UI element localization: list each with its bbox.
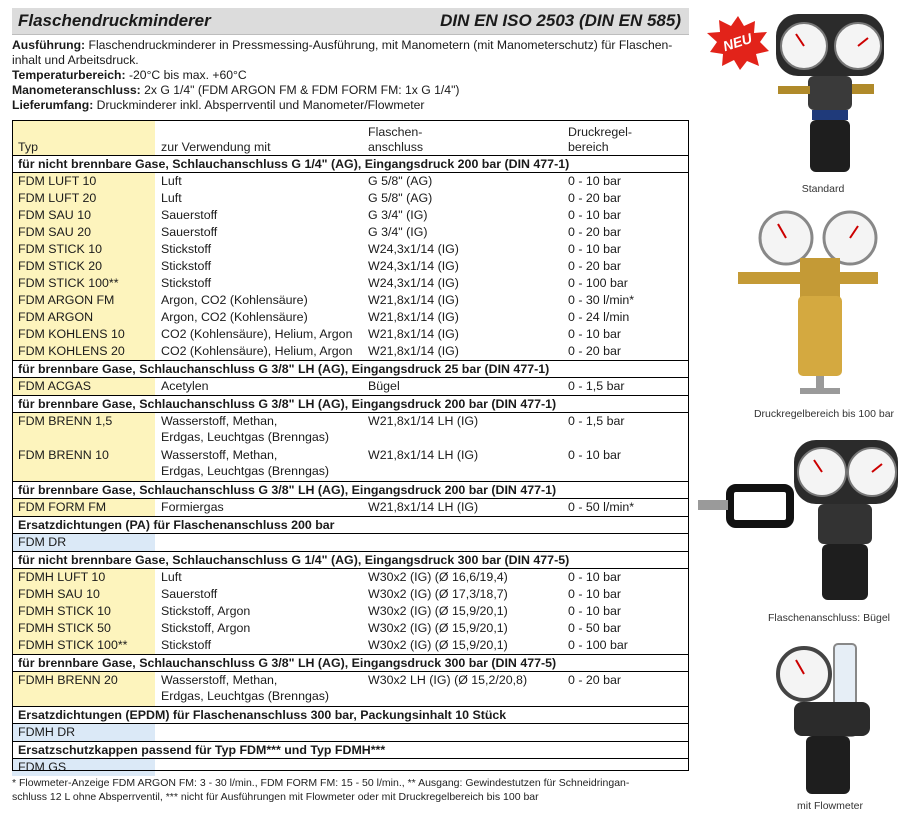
- cell-typ: FDMH STICK 10: [12, 603, 155, 620]
- cell-typ: FDMH STICK 50: [12, 620, 155, 637]
- cell-verwendung: Stickstoff: [161, 259, 212, 273]
- cell-verwendung: Sauerstoff: [161, 208, 218, 222]
- cell-bereich: 0 - 50 bar: [568, 621, 622, 635]
- cell-verwendung: Sauerstoff: [161, 587, 218, 601]
- cell-anschluss: W21,8x1/14 (IG): [368, 327, 459, 341]
- intro-ausfuehrung-2: inhalt und Arbeitsdruck.: [12, 53, 139, 67]
- table-row: [12, 309, 689, 326]
- title-bar: [12, 8, 689, 35]
- header-anschluss: Flaschen- anschluss: [368, 125, 424, 154]
- section-header-row: [12, 742, 689, 759]
- cell-anschluss: W21,8x1/14 (IG): [368, 293, 459, 307]
- cell-anschluss: W24,3x1/14 (IG): [368, 276, 459, 290]
- cell-anschluss: G 5/8" (AG): [368, 191, 433, 205]
- footnote-line-2: schluss 12 L ohne Absperrventil, *** nicht für Ausführungen mit Flowmeter oder mit Druckregelbereich bis 100 bar: [12, 791, 539, 803]
- cell-anschluss: [362, 724, 562, 742]
- cell-verwendung: Sauerstoff: [161, 225, 218, 239]
- norm-title: DIN EN ISO 2503 (DIN EN 585): [440, 11, 681, 30]
- table-row: [12, 343, 689, 361]
- caption-buegel: Flaschenanschluss: Bügel: [768, 612, 890, 624]
- cell-typ: FDM GS: [12, 759, 155, 777]
- spare-part-row: [12, 759, 689, 777]
- caption-standard: Standard: [801, 183, 845, 195]
- table-row: [12, 603, 689, 620]
- cell-anschluss: W30x2 (IG) (Ø 15,9/20,1): [368, 621, 508, 635]
- cell-bereich: 0 - 10 bar: [568, 242, 622, 256]
- cell-anschluss: G 3/4" (IG): [368, 208, 428, 222]
- cell-anschluss: [362, 534, 562, 552]
- intro-manometer: Manometeranschluss: 2x G 1/4" (FDM ARGON FM & FDM FORM FM: 1x G 1/4"): [12, 83, 460, 97]
- cell-verwendung: Stickstoff, Argon: [161, 621, 251, 635]
- cell-anschluss: [362, 759, 562, 777]
- cell-anschluss: W21,8x1/14 (IG): [368, 344, 459, 358]
- table-row: [12, 224, 689, 241]
- table-row: [12, 378, 689, 396]
- cell-anschluss: G 5/8" (AG): [368, 174, 433, 188]
- cell-verwendung: Formiergas: [161, 500, 224, 514]
- table-row: [12, 499, 689, 517]
- section-header-row: [12, 396, 689, 413]
- cell-typ: FDM STICK 10: [12, 241, 155, 258]
- table-row: [12, 413, 689, 448]
- section-title: für brennbare Gase, Schlauchanschluss G 3/8" LH (AG), Eingangsdruck 300 bar (DIN 477-5): [12, 655, 689, 672]
- cell-typ: FDM BRENN 10: [12, 447, 155, 482]
- cell-typ: FDM DR: [12, 534, 155, 552]
- cell-verwendung: [155, 534, 362, 552]
- page-title: Flaschendruckminderer: [18, 11, 211, 30]
- cell-verwendung: Wasserstoff, Methan, Erdgas, Leuchtgas (Brenngas): [161, 673, 330, 703]
- cell-typ: FDM LUFT 10: [12, 173, 155, 191]
- intro-temperatur: Temperaturbereich: -20°C bis max. +60°C: [12, 68, 247, 82]
- spare-part-row: [12, 724, 689, 742]
- table-row: [12, 326, 689, 343]
- table-row: [12, 586, 689, 603]
- cell-typ: FDM ARGON FM: [12, 292, 155, 309]
- cell-bereich: 0 - 24 l/min: [568, 310, 630, 324]
- cell-typ: FDM SAU 10: [12, 207, 155, 224]
- cell-bereich: 0 - 10 bar: [568, 448, 622, 462]
- product-image-brass: [734, 200, 904, 406]
- cell-bereich: 0 - 20 bar: [568, 673, 622, 687]
- cell-verwendung: CO2 (Kohlensäure), Helium, Argon: [161, 344, 353, 358]
- section-header-row: [12, 655, 689, 672]
- cell-bereich: [562, 534, 689, 552]
- intro-ausfuehrung: Ausführung: Flaschendruckminderer in Pressmessing-Ausführung, mit Manometern (mit Manometerschutz) für Flaschen-: [12, 38, 673, 52]
- cell-anschluss: W21,8x1/14 LH (IG): [368, 500, 479, 514]
- cell-anschluss: W21,8x1/14 (IG): [368, 310, 459, 324]
- section-header-row: [12, 707, 689, 724]
- cell-anschluss: G 3/4" (IG): [368, 225, 428, 239]
- cell-anschluss: W30x2 (IG) (Ø 15,9/20,1): [368, 638, 508, 652]
- cell-verwendung: Luft: [161, 570, 182, 584]
- cell-verwendung: [155, 759, 362, 777]
- cell-verwendung: Luft: [161, 174, 182, 188]
- cell-bereich: 0 - 20 bar: [568, 344, 622, 358]
- product-image-buegel: [694, 430, 904, 606]
- table-row: [12, 275, 689, 292]
- cell-bereich: 0 - 1,5 bar: [568, 379, 625, 393]
- cell-anschluss: W24,3x1/14 (IG): [368, 259, 459, 273]
- cell-verwendung: Wasserstoff, Methan, Erdgas, Leuchtgas (Brenngas): [161, 414, 330, 444]
- cell-typ: FDM KOHLENS 20: [12, 343, 155, 361]
- cell-anschluss: W30x2 LH (IG) (Ø 15,2/20,8): [368, 673, 528, 687]
- section-header-row: [12, 517, 689, 534]
- spare-part-row: [12, 534, 689, 552]
- cell-bereich: [562, 759, 689, 777]
- cell-anschluss: W30x2 (IG) (Ø 17,3/18,7): [368, 587, 508, 601]
- table-row: [12, 637, 689, 655]
- cell-bereich: 0 - 1,5 bar: [568, 414, 625, 428]
- cell-typ: FDM ARGON: [12, 309, 155, 326]
- intro-lieferumfang: Lieferumfang: Druckminderer inkl. Absperrventil und Manometer/Flowmeter: [12, 98, 425, 112]
- section-title: Ersatzschutzkappen passend für Typ FDM*** und Typ FDMH***: [12, 742, 689, 759]
- cell-anschluss: W24,3x1/14 (IG): [368, 242, 459, 256]
- cell-typ: FDMH BRENN 20: [12, 672, 155, 707]
- table-row: [12, 292, 689, 309]
- cell-typ: FDM LUFT 20: [12, 190, 155, 207]
- cell-typ: FDM BRENN 1,5: [12, 413, 155, 448]
- header-typ: Typ: [12, 121, 155, 156]
- section-title: für brennbare Gase, Schlauchanschluss G 3/8" LH (AG), Eingangsdruck 25 bar (DIN 477-1): [12, 361, 689, 378]
- cell-anschluss: W21,8x1/14 LH (IG): [368, 414, 479, 428]
- cell-bereich: 0 - 10 bar: [568, 208, 622, 222]
- table-row: [12, 190, 689, 207]
- cell-typ: FDM STICK 20: [12, 258, 155, 275]
- cell-typ: FDM SAU 20: [12, 224, 155, 241]
- cell-bereich: 0 - 30 l/min*: [568, 293, 635, 307]
- footnote: [12, 776, 692, 804]
- section-header-row: [12, 156, 689, 173]
- section-title: für brennbare Gase, Schlauchanschluss G 3/8" LH (AG), Eingangsdruck 200 bar (DIN 477-1): [12, 396, 689, 413]
- section-title: Ersatzdichtungen (EPDM) für Flaschenanschluss 300 bar, Packungsinhalt 10 Stück: [12, 707, 689, 724]
- table-row: [12, 447, 689, 482]
- cell-anschluss: W30x2 (IG) (Ø 16,6/19,4): [368, 570, 508, 584]
- intro-text: [12, 38, 689, 113]
- cell-typ: FDM ACGAS: [12, 378, 155, 396]
- cell-anschluss: W30x2 (IG) (Ø 15,9/20,1): [368, 604, 508, 618]
- cell-verwendung: Stickstoff: [161, 638, 212, 652]
- cell-typ: FDMH SAU 10: [12, 586, 155, 603]
- cell-verwendung: Acetylen: [161, 379, 209, 393]
- cell-bereich: 0 - 100 bar: [568, 638, 628, 652]
- cell-bereich: 0 - 10 bar: [568, 174, 622, 188]
- cell-typ: FDM KOHLENS 10: [12, 326, 155, 343]
- cell-typ: FDMH STICK 100**: [12, 637, 155, 655]
- section-header-row: [12, 361, 689, 378]
- table-row: [12, 672, 689, 707]
- cell-bereich: 0 - 50 l/min*: [568, 500, 635, 514]
- table-row: [12, 241, 689, 258]
- product-image-flowmeter: [770, 640, 890, 800]
- caption-flowmeter: mit Flowmeter: [797, 800, 863, 812]
- cell-verwendung: Argon, CO2 (Kohlensäure): [161, 293, 308, 307]
- cell-bereich: [562, 724, 689, 742]
- cell-typ: FDMH LUFT 10: [12, 569, 155, 587]
- cell-bereich: 0 - 20 bar: [568, 191, 622, 205]
- cell-bereich: 0 - 10 bar: [568, 587, 622, 601]
- cell-bereich: 0 - 100 bar: [568, 276, 628, 290]
- header-verwendung: zur Verwendung mit: [161, 140, 271, 154]
- section-title: für nicht brennbare Gase, Schlauchanschluss G 1/4" (AG), Eingangsdruck 300 bar (DIN 477-5): [12, 552, 689, 569]
- badge-text: NEU: [720, 29, 754, 55]
- cell-verwendung: [155, 724, 362, 742]
- product-image-standard: [748, 10, 898, 182]
- table-row: [12, 620, 689, 637]
- cell-bereich: 0 - 20 bar: [568, 225, 622, 239]
- cell-verwendung: CO2 (Kohlensäure), Helium, Argon: [161, 327, 353, 341]
- cell-verwendung: Luft: [161, 191, 182, 205]
- cell-verwendung: Stickstoff: [161, 276, 212, 290]
- cell-typ: FDMH DR: [12, 724, 155, 742]
- table-row: [12, 207, 689, 224]
- footnote-line-1: * Flowmeter-Anzeige FDM ARGON FM: 3 - 30 l/min., FDM FORM FM: 15 - 50 l/min., ** Ausgang: Gewindestutzen für Schneidringan-: [12, 777, 630, 789]
- cell-verwendung: Argon, CO2 (Kohlensäure): [161, 310, 308, 324]
- cell-verwendung: Wasserstoff, Methan, Erdgas, Leuchtgas (Brenngas): [161, 448, 330, 478]
- cell-verwendung: Stickstoff, Argon: [161, 604, 251, 618]
- cell-anschluss: W21,8x1/14 LH (IG): [368, 448, 479, 462]
- spec-table: [12, 120, 689, 776]
- cell-bereich: 0 - 10 bar: [568, 604, 622, 618]
- table-row: [12, 258, 689, 275]
- table-row: [12, 173, 689, 191]
- cell-bereich: 0 - 10 bar: [568, 570, 622, 584]
- section-title: für nicht brennbare Gase, Schlauchanschluss G 1/4" (AG), Eingangsdruck 200 bar (DIN 477-1): [12, 156, 689, 173]
- cell-bereich: 0 - 10 bar: [568, 327, 622, 341]
- cell-verwendung: Stickstoff: [161, 242, 212, 256]
- cell-typ: FDM STICK 100**: [12, 275, 155, 292]
- header-bereich: Druckregel- bereich: [568, 125, 633, 154]
- cell-typ: FDM FORM FM: [12, 499, 155, 517]
- cell-bereich: 0 - 20 bar: [568, 259, 622, 273]
- section-title: für brennbare Gase, Schlauchanschluss G 3/8" LH (AG), Eingangsdruck 200 bar (DIN 477-1): [12, 482, 689, 499]
- section-title: Ersatzdichtungen (PA) für Flaschenanschluss 200 bar: [12, 517, 689, 534]
- section-header-row: [12, 482, 689, 499]
- table-row: [12, 569, 689, 587]
- cell-anschluss: Bügel: [368, 379, 400, 393]
- section-header-row: [12, 552, 689, 569]
- caption-brass: Druckregelbereich bis 100 bar: [753, 408, 895, 420]
- table-header-row: [12, 121, 689, 156]
